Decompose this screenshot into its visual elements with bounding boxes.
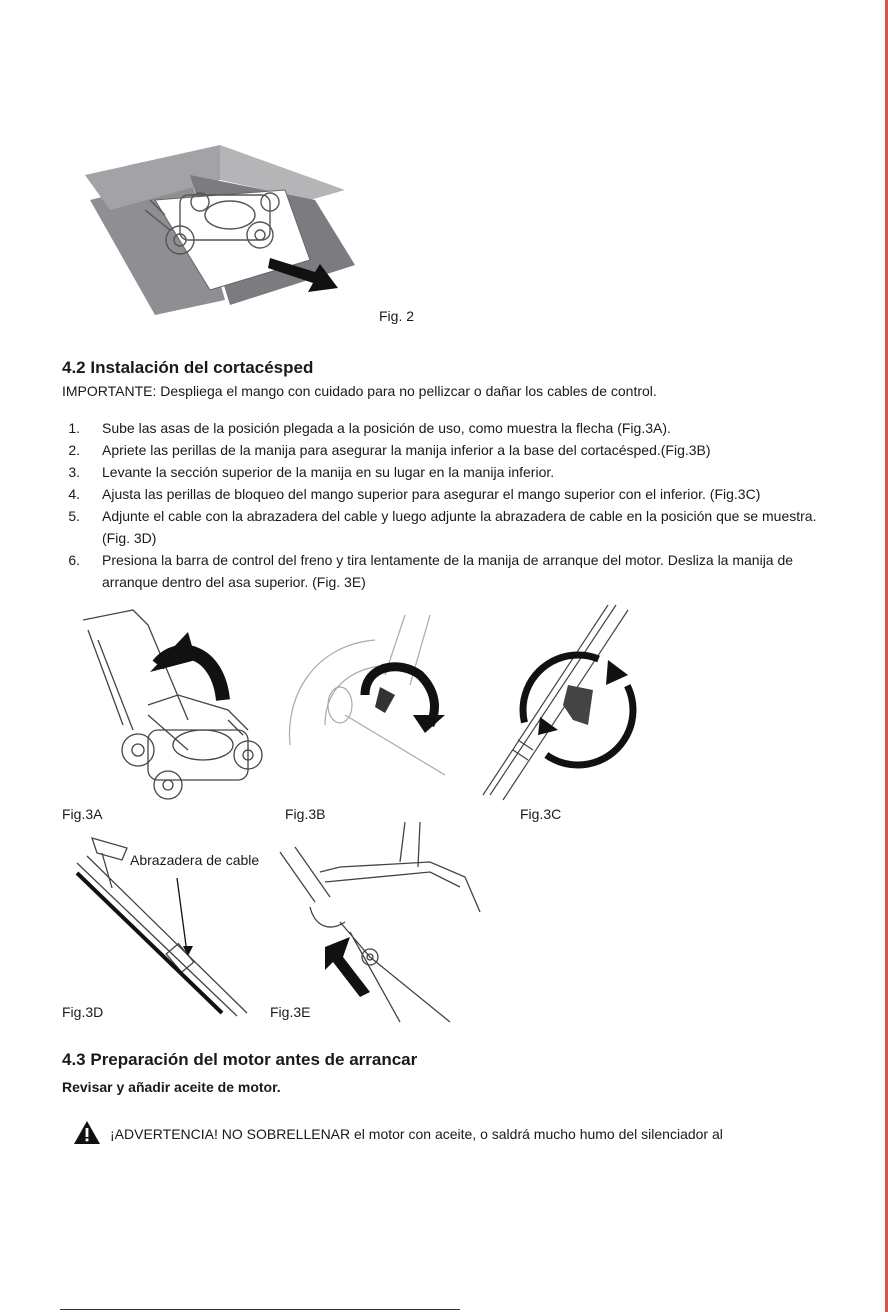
cable-clamp-callout: Abrazadera de cable [130, 852, 260, 868]
fig3b-label: Fig.3B [285, 806, 326, 822]
fig3c-illustration [478, 605, 638, 800]
fig3c-label: Fig.3C [520, 806, 562, 822]
warning-text: ¡ADVERTENCIA! NO SOBRELLENAR el motor con aceite, o saldrá mucho humo del silenciador al [110, 1126, 723, 1142]
list-item: 3. Levante la sección superior de la manija en su lugar en la manija inferior. [68, 464, 555, 480]
steps-list [62, 417, 822, 593]
fig2-illustration [70, 140, 370, 320]
list-item: 2. Apriete las perillas de la manija para asegurar la manija inferior a la base del cortacésped.(Fig.3B) [68, 442, 711, 458]
warning-triangle-icon [74, 1121, 100, 1144]
section-4-3-subtitle: Revisar y añadir aceite de motor. [62, 1079, 281, 1095]
fig3e-label: Fig.3E [270, 1004, 311, 1020]
fig2-label: Fig. 2 [379, 308, 415, 324]
fig3e-illustration [270, 822, 490, 1022]
section-4-2-title: 4.2 Instalación del cortacésped [62, 358, 314, 377]
fig3a-label: Fig.3A [62, 806, 103, 822]
fig3a-illustration [78, 610, 278, 805]
fig3b-illustration [285, 615, 455, 785]
list-item: 1. Sube las asas de la posición plegada a la posición de uso, como muestra la flecha (Fig.3A). [68, 420, 671, 436]
list-item: 4. Ajusta las perillas de bloqueo del mango superior para asegurar el mango superior con el inferior. (Fig.3C) [68, 486, 761, 502]
footer-rule [60, 1309, 460, 1310]
section-4-3-title: 4.3 Preparación del motor antes de arrancar [62, 1050, 418, 1069]
fig3d-label: Fig.3D [62, 1004, 104, 1020]
list-item: 5. Adjunte el cable con la abrazadera del cable y luego adjunte la abrazadera de cable en la posición que se muestra. (Fig. 3D) [68, 508, 817, 546]
important-note: IMPORTANTE: Despliega el mango con cuidado para no pellizcar o dañar los cables de control. [62, 383, 657, 399]
list-item: 6. Presiona la barra de control del freno y tira lentamente de la manija de arranque del motor. Desliza la manija de arranque dentro del asa superior. (Fig. 3E) [68, 552, 794, 590]
